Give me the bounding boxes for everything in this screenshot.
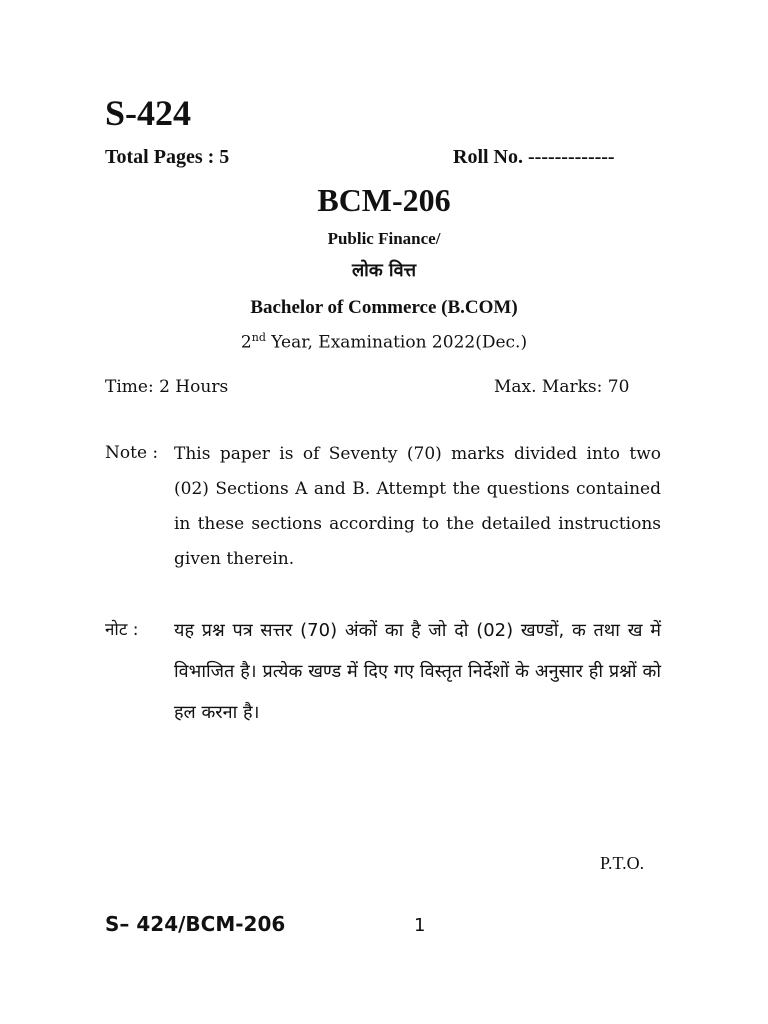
note-label-english: Note : (105, 443, 159, 463)
exam-year (0, 331, 768, 353)
degree-name: Bachelor of Commerce (B.COM) (250, 297, 518, 318)
paper-code: S-424 (105, 93, 192, 133)
exam-duration: Time: 2 Hours (105, 377, 229, 397)
pto-marker: P.T.O. (600, 853, 645, 873)
subject-hindi: लोक वित्त (351, 260, 417, 281)
year-number: 2 (240, 332, 252, 353)
roll-number-field: Roll No. ------------- (453, 146, 615, 168)
note-text-hindi: यह प्रश्न पत्र सत्तर (70) अंकों का है जो दो (02) खण्डों, क तथा ख में विभाजित है। प्रत्येक खण्ड में दिए गए विस्तृत निर्देशों के अनुसार ही प्रश्नों को हल करना है। (174, 620, 661, 723)
max-marks: Max. Marks: 70 (494, 377, 630, 397)
note-text-english: This paper is of Seventy (70) marks divided into two (02) Sections A and B. Attempt the questions contained in these sections according to the detailed instructions given therein. (174, 444, 661, 569)
year-rest: Year, Examination 2022(Dec.) (265, 332, 528, 353)
year-ordinal-suffix: nd (251, 331, 266, 344)
subject-english: Public Finance/ (327, 229, 441, 248)
footer-paper-code: S– 424/BCM-206 (105, 912, 286, 936)
course-code: BCM-206 (317, 182, 451, 218)
page-number: 1 (414, 915, 426, 936)
note-label-hindi: नोट : (105, 620, 139, 640)
total-pages: Total Pages : 5 (105, 146, 230, 168)
